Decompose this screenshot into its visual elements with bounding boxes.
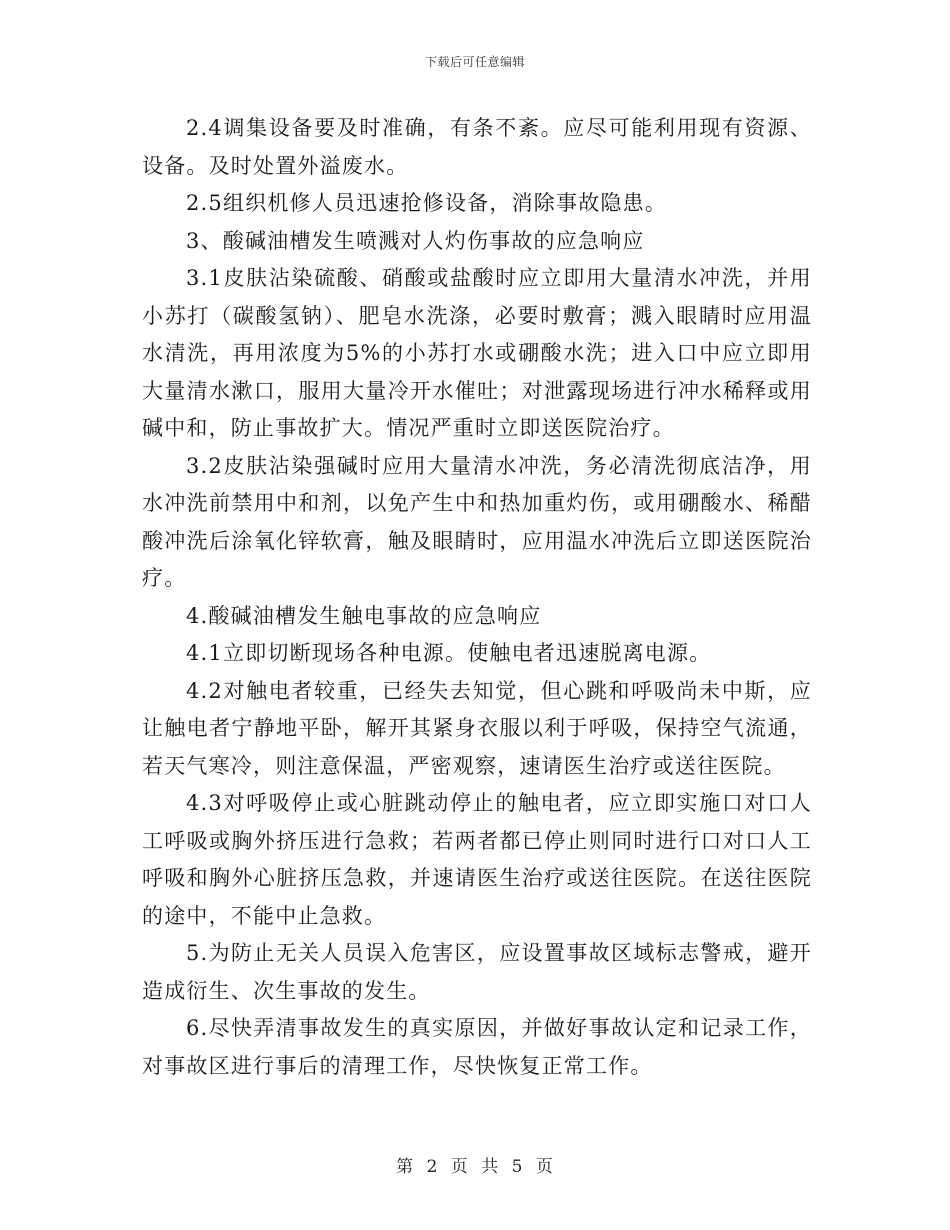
total-pages: 5: [511, 1157, 524, 1177]
document-body: [142, 110, 812, 1085]
paragraph-4-1: 4.1立即切断现场各种电源。使触电者迅速脱离电源。: [186, 641, 712, 665]
footer-total-prefix: 共: [481, 1157, 500, 1177]
section-heading-3: 3、酸碱油槽发生喷溅对人灼伤事故的应急响应: [186, 228, 645, 253]
footer-page-unit: 页: [450, 1157, 469, 1177]
footer-total-unit: 页: [535, 1157, 554, 1177]
paragraph-4-3: 4.3对呼吸停止或心脏跳动停止的触电者，应立即实施口对口人工呼吸或胸外挤压进行急救；若两者都已停止则同时进行口对口人工呼吸和胸外心脏挤压急救，并速请医生治疗或送往医院。在送往医院的途中，不能中止急救。: [142, 791, 812, 928]
paragraph-5: 5.为防止无关人员误入危害区，应设置事故区域标志警戒，避开造成衍生、次生事故的发生。: [142, 941, 812, 1003]
paragraph-4-2: 4.2对触电者较重，已经失去知觉，但心跳和呼吸尚未中斯，应让触电者宁静地平卧，解开其紧身衣服以利于呼吸，保持空气流通，若天气寒冷，则注意保温，严密观察，速请医生治疗或送往医院。: [142, 678, 812, 778]
page-footer: [0, 1152, 950, 1177]
paragraph-3-2: 3.2皮肤沾染强碱时应用大量清水冲洗，务必清洗彻底洁净，用水冲洗前禁用中和剂，以免产生中和热加重灼伤，或用硼酸水、稀醋酸冲洗后涂氧化锌软膏，触及眼睛时，应用温水冲洗后立即送医院治疗。: [142, 453, 812, 590]
paragraph-2-4: 2.4调集设备要及时准确，有条不紊。应尽可能利用现有资源、设备。及时处置外溢废水。: [142, 116, 812, 178]
page-header: 下载后可任意编辑: [424, 55, 525, 69]
paragraph-3-1: 3.1皮肤沾染硫酸、硝酸或盐酸时应立即用大量清水冲洗，并用小苏打（碳酸氢钠）、肥皂水洗涤，必要时敷膏；溅入眼睛时应用温水清洗，再用浓度为5%的小苏打水或硼酸水洗；进入口中应立即用大量清水漱口，服用大量冷开水催吐；对泄露现场进行冲水稀释或用碱中和，防止事故扩大。情况严重时立即送医院治疗。: [142, 266, 812, 440]
paragraph-6: 6.尽快弄清事故发生的真实原因，并做好事故认定和记录工作，对事故区进行事后的清理工作，尽快恢复正常工作。: [142, 1016, 812, 1078]
paragraph-2-5: 2.5组织机修人员迅速抢修设备，消除事故隐患。: [186, 191, 667, 215]
page-number: 2: [426, 1157, 439, 1177]
section-heading-4: 4.酸碱油槽发生触电事故的应急响应: [186, 603, 542, 628]
footer-prefix: 第: [396, 1157, 415, 1177]
